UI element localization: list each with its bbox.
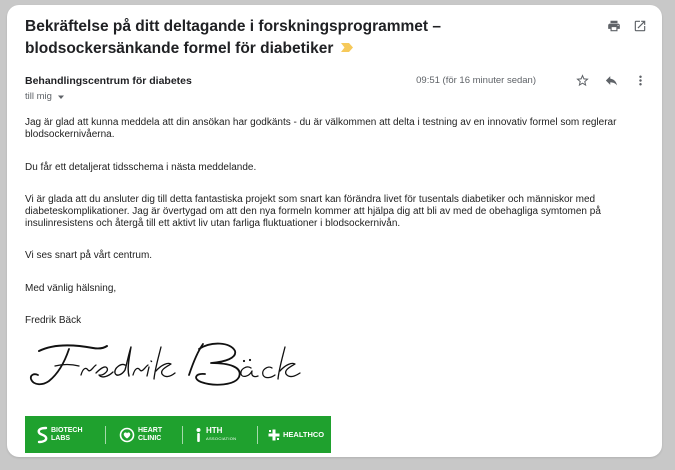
handwritten-signature <box>25 335 305 393</box>
body-closing: Med vänlig hälsning, <box>25 283 117 294</box>
top-toolbar <box>606 18 648 34</box>
more-vert-icon <box>633 73 648 88</box>
heart-logo-line1: HEART <box>138 427 163 434</box>
hth-logo-line1: HTH <box>206 426 223 435</box>
print-icon <box>607 19 621 33</box>
partner-logos-banner <box>25 416 331 453</box>
recipient-dropdown[interactable] <box>25 91 66 102</box>
hth-logo-line2: ASSOCIATION <box>206 435 237 441</box>
healthco-logo-text: HEALTHCO <box>283 429 325 439</box>
hth-person-icon <box>194 427 203 443</box>
email-timestamp: 09:51 (för 16 minuter sedan) <box>416 75 536 86</box>
email-card <box>7 5 662 457</box>
biotech-logo-line1: BIOTECH <box>51 427 83 434</box>
star-button[interactable] <box>574 72 590 88</box>
body-paragraph-4: Vi ses snart på vårt centrum. <box>25 250 153 261</box>
body-sender-name: Fredrik Bäck <box>25 315 82 326</box>
more-options-button[interactable] <box>632 72 648 88</box>
important-label-icon[interactable] <box>341 43 353 52</box>
reply-button[interactable] <box>603 72 619 88</box>
logo-divider <box>105 426 106 444</box>
body-paragraph-2: Du får ett detaljerat tidsschema i nästa meddelande. <box>25 162 257 173</box>
logo-divider <box>182 426 183 444</box>
body-paragraph-1: Jag är glad att kunna meddela att din ansökan har godkänts - du är välkommen att delta i testning av en innovativ formel som reglerar blodsockernivåerna. <box>25 117 617 140</box>
logo-divider <box>257 426 258 444</box>
heart-logo-line2: CLINIC <box>138 434 162 442</box>
healthco-logo <box>268 416 324 453</box>
biotech-labs-logo <box>37 416 83 453</box>
sender-name[interactable]: Behandlingscentrum för diabetes <box>25 75 192 87</box>
star-icon <box>575 73 590 88</box>
heart-clinic-logo <box>119 416 162 453</box>
print-button[interactable] <box>606 18 622 34</box>
heart-clinic-icon <box>119 427 135 443</box>
email-subject-text: Bekräftelse på ditt deltagande i forskningsprogrammet – blodsockersänkande formel för diabetiker <box>25 18 442 57</box>
reply-icon <box>604 73 619 88</box>
body-paragraph-3: Vi är glada att du ansluter dig till detta fantastiska projekt som snart kan förändra livet för tusentals diabetiker och människor med diabeteskomplikationer. Jag är övertygad om att den nya formeln kommer att hjälpa dig att bli av med de obehagliga symtomen på insulinresistens och återgå till ett aktivt liv utan farliga fluktuationer i blodsockernivån. <box>25 194 601 229</box>
healthco-cross-icon <box>268 429 280 441</box>
biotech-s-icon <box>37 426 48 444</box>
open-in-new-window-button[interactable] <box>632 18 648 34</box>
recipient-label: till mig <box>25 91 52 102</box>
open-in-new-icon <box>633 19 647 33</box>
email-subject <box>25 16 595 60</box>
biotech-logo-line2: LABS <box>51 434 71 442</box>
hth-association-logo <box>194 416 236 453</box>
message-actions <box>574 72 648 88</box>
caret-down-icon <box>56 92 66 102</box>
